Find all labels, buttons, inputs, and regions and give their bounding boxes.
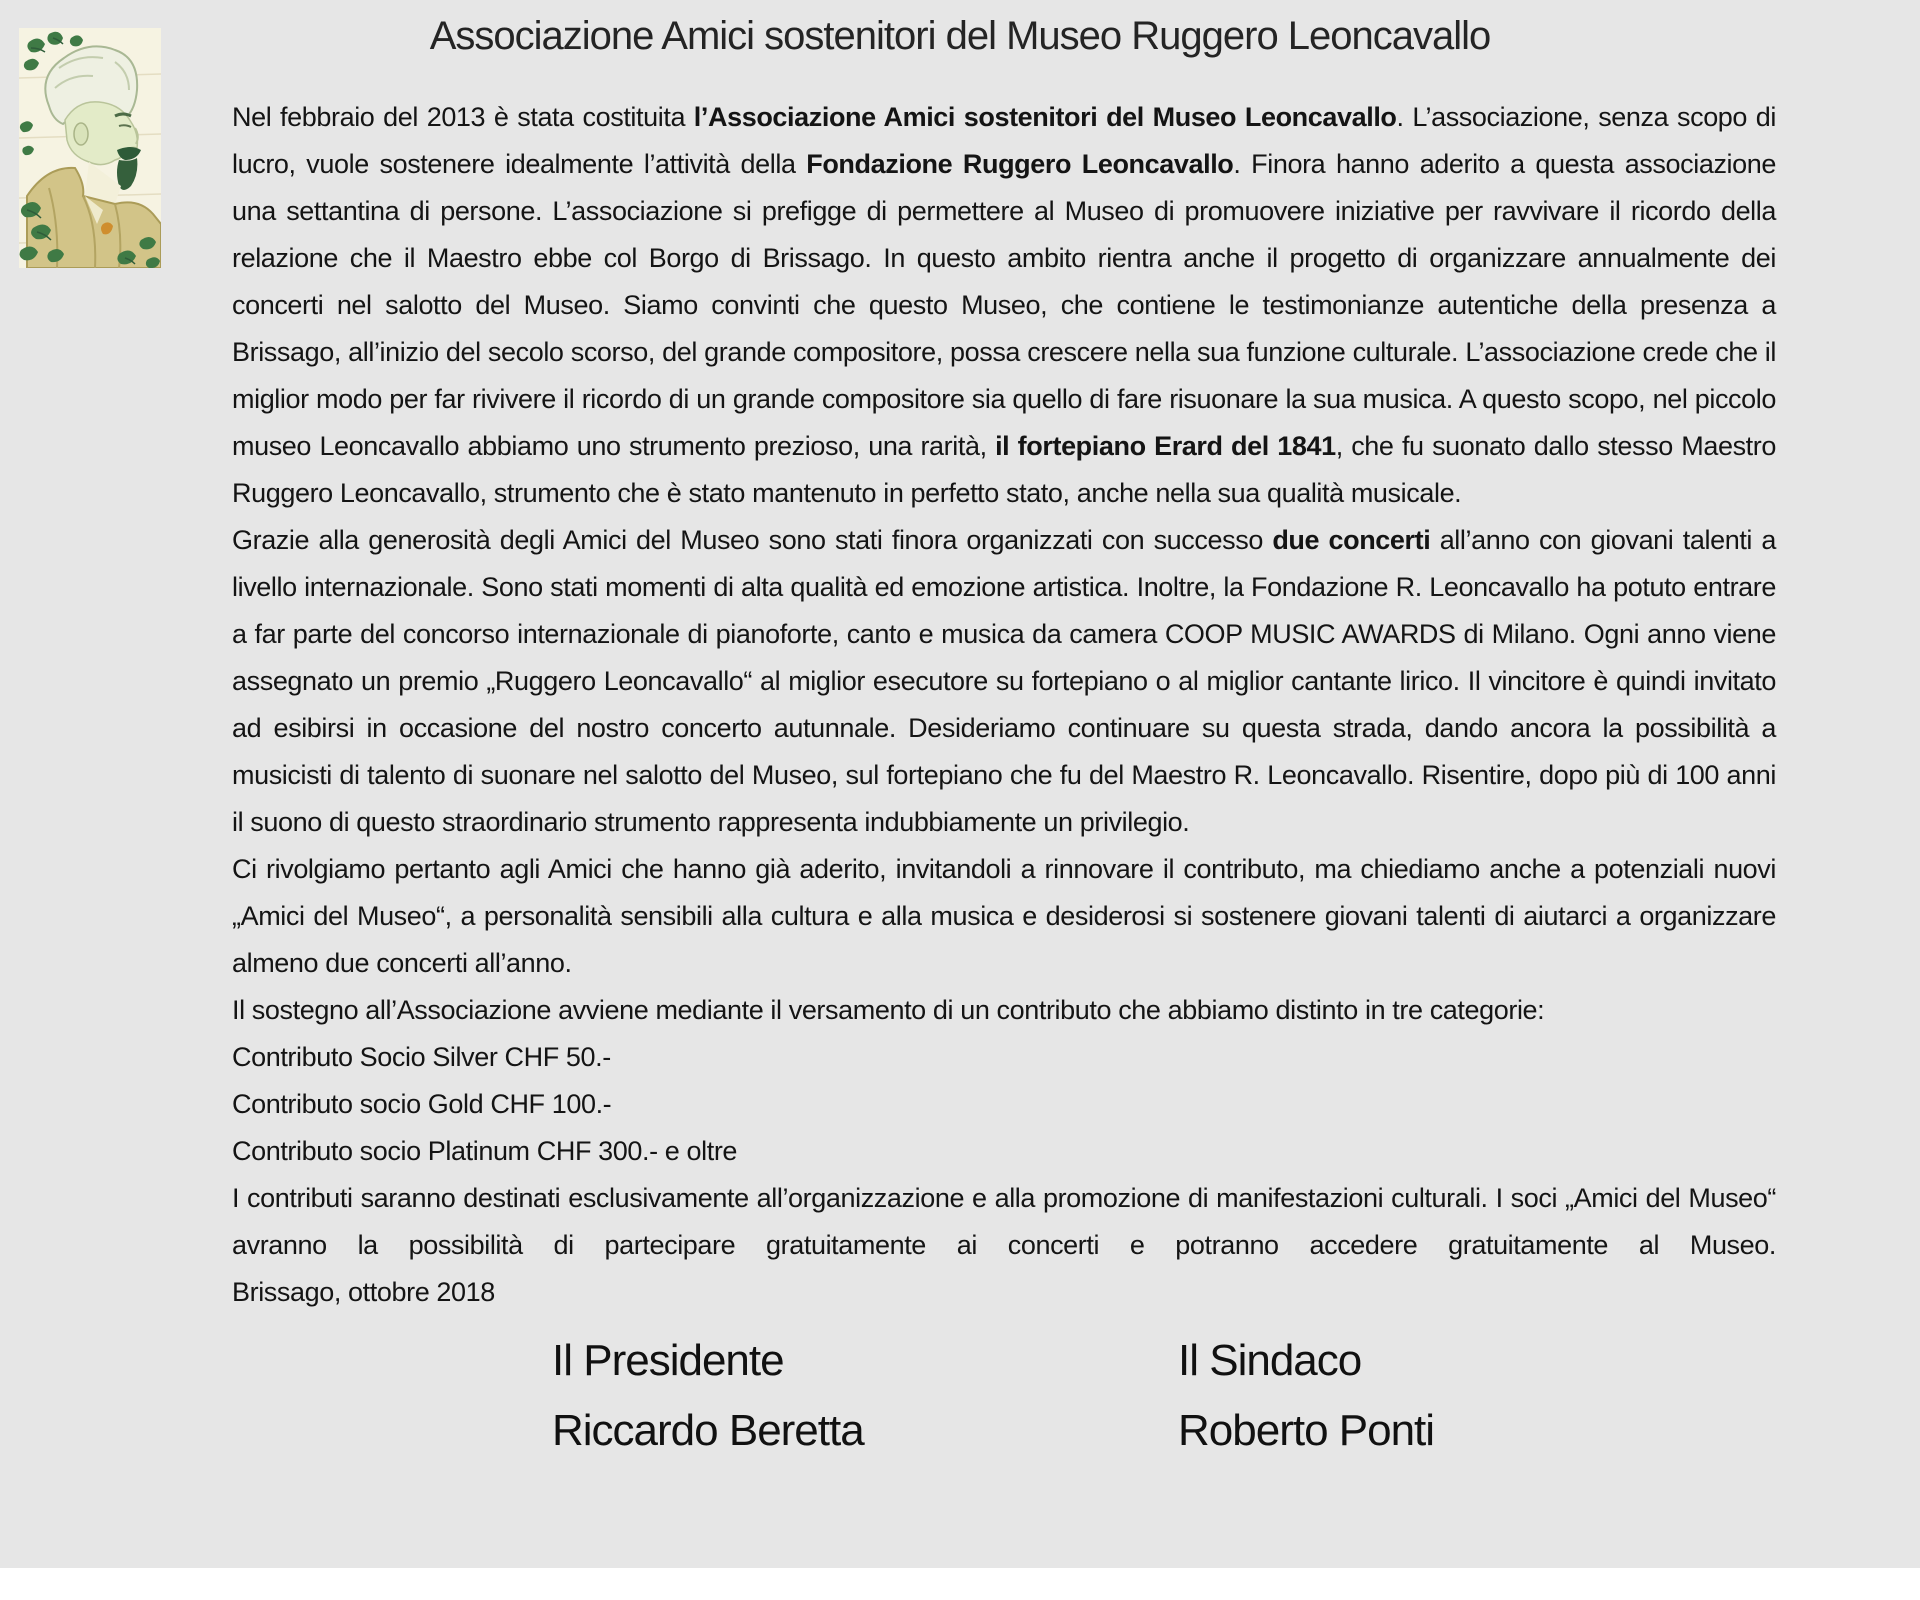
text-run: . L’associazione, senza scopo di lucro, vuole sostenere idealmente l’attività della: [232, 102, 1776, 179]
bold-text-run: Fondazione Ruggero Leoncavallo: [806, 149, 1234, 179]
signature-mayor: [1178, 1330, 1434, 1461]
text-run: . Finora hanno aderito a questa associazione una settantina di persone. L’associazione si prefigge di permettere al Museo di promuovere iniziative per ravvivare il ricordo della relazione che il Maestro ebbe col Borgo di Brissago. In questo ambito rientra anche il progetto di organizzare annualmente dei concerti nel salotto del Museo. Siamo convinti che questo Museo, che contiene le testimonianze autentiche della presenza a Brissago, all’inizio del secolo scorso, del grande compositore, possa crescere nella sua funzione culturale. L’associazione crede che il miglior modo per far rivivere il ricordo di un grande compositore sia quello di fare risuonare la sua musica. A questo scopo, nel piccolo museo Leoncavallo abbiamo uno strumento prezioso, una rarità,: [232, 149, 1776, 461]
text-run: Nel febbraio del 2013 è stata costituita: [232, 102, 694, 132]
text-run: Il sostegno all’Associazione avviene mediante il versamento di un contributo che abbiamo distinto in tre categorie:: [232, 995, 1545, 1025]
paragraph: [232, 517, 1776, 846]
date-line: Brissago, ottobre 2018: [232, 1277, 495, 1307]
signature-name: Roberto Ponti: [1178, 1406, 1435, 1455]
text-run: Contributo socio Gold CHF 100.-: [232, 1089, 612, 1119]
signature-name: Riccardo Beretta: [552, 1406, 864, 1455]
leoncavallo-portrait-image: [19, 28, 161, 268]
paragraph: [232, 1034, 1776, 1081]
text-run: , che fu suonato dallo stesso Maestro Ruggero Leoncavallo, strumento che è stato mantenuto in perfetto stato, anche nella sua qualità musicale.: [232, 431, 1776, 508]
page-bottom-margin: [0, 1568, 1920, 1600]
signature-block: [232, 1330, 1776, 1480]
bold-text-run: l’Associazione Amici sostenitori del Museo Leoncavallo: [693, 102, 1397, 132]
paragraph: [232, 987, 1776, 1034]
body-paragraphs: [232, 94, 1776, 1269]
paragraph: [232, 1128, 1776, 1175]
page-title: Associazione Amici sostenitori del Museo Ruggero Leoncavallo: [429, 14, 1491, 58]
letter-body: [232, 94, 1776, 1480]
paragraph: [232, 846, 1776, 987]
signature-role: Il Presidente: [552, 1336, 784, 1385]
text-run: I contributi saranno destinati esclusivamente all’organizzazione e alla promozione di manifestazioni culturali. I soci „Amici del Museo“ avranno la possibilità di partecipare gratuitamente ai concerti e potranno accedere gratuitamente al Museo.: [232, 1183, 1776, 1260]
text-run: Contributo socio Platinum CHF 300.- e oltre: [232, 1136, 738, 1166]
bold-text-run: il fortepiano Erard del 1841: [995, 431, 1336, 461]
text-run: Grazie alla generosità degli Amici del Museo sono stati finora organizzati con successo: [232, 525, 1273, 555]
text-run: Ci rivolgiamo pertanto agli Amici che hanno già aderito, invitandoli a rinnovare il contributo, ma chiediamo anche a potenziali nuovi „Amici del Museo“, a personalità sensibili alla cultura e alla musica e desiderosi si sostenere giovani talenti di aiutarci a organizzare almeno due concerti all’anno.: [232, 854, 1776, 978]
paragraph: [232, 1175, 1776, 1269]
paragraph: [232, 1081, 1776, 1128]
signature-role: Il Sindaco: [1178, 1336, 1362, 1385]
signature-president: [552, 1330, 864, 1461]
bold-text-run: due concerti: [1272, 525, 1431, 555]
text-run: Contributo Socio Silver CHF 50.-: [232, 1042, 611, 1072]
text-run: all’anno con giovani talenti a livello internazionale. Sono stati momenti di alta qualità ed emozione artistica. Inoltre, la Fondazione R. Leoncavallo ha potuto entrare a far parte del concorso internazionale di pianoforte, canto e musica da camera COOP MUSIC AWARDS di Milano. Ogni anno viene assegnato un premio „Ruggero Leoncavallo“ al miglior esecutore su fortepiano o al miglior cantante lirico. Il vincitore è quindi invitato ad esibirsi in occasione del nostro concerto autunnale. Desideriamo continuare su questa strada, dando ancora la possibilità a musicisti di talento di suonare nel salotto del Museo, sul fortepiano che fu del Maestro R. Leoncavallo. Risentire, dopo più di 100 anni il suono di questo straordinario strumento rappresenta indubbiamente un privilegio.: [232, 525, 1777, 837]
paragraph: [232, 94, 1776, 517]
